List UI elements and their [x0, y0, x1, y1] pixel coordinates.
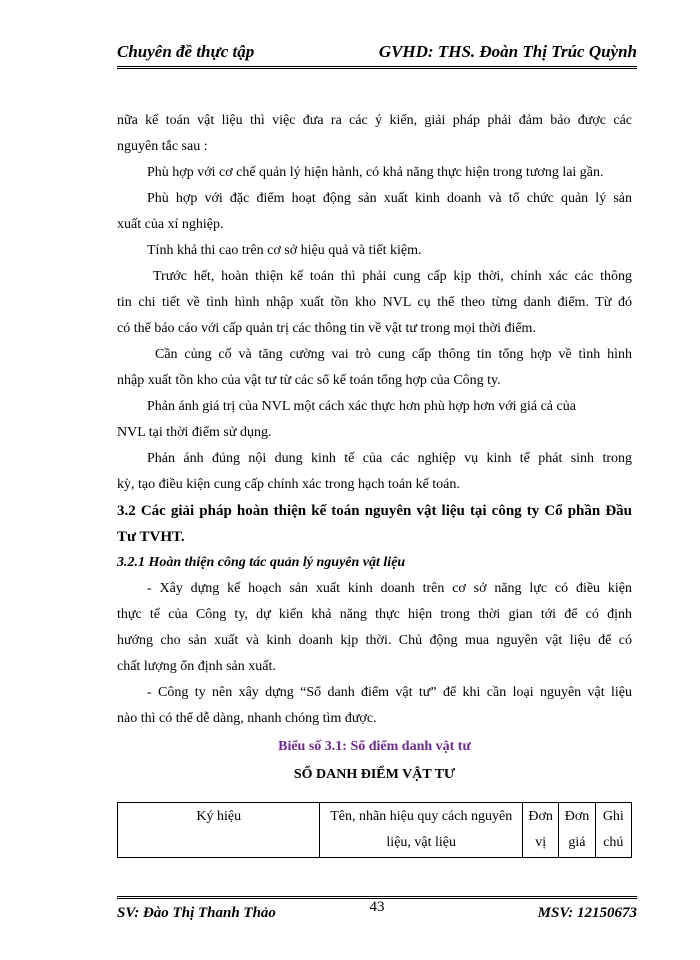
paragraph-line: Phản ánh giá trị của NVL một cách xác thực hơn phù hợp hơn với giá cả của — [147, 399, 576, 414]
paragraph-line: Phù hợp với cơ chế quản lý hiện hành, có khả năng thực hiện trong tương lai gần. — [147, 165, 604, 180]
header-cell-note: Ghi chú — [595, 803, 631, 858]
paragraph-line: nguyên tắc sau : — [117, 139, 208, 154]
paragraph-line: NVL tại thời điểm sử dụng. — [117, 425, 272, 440]
section-heading-3-2: 3.2 Các giải pháp hoàn thiện kế toán nguyên vật liệu tại công ty Cổ phần Đầu — [117, 503, 632, 519]
page-header — [117, 40, 637, 69]
paragraph-line: - Công ty nên xây dựng “Sổ danh điểm vật tư” để khi cần loại nguyên vật liệu — [147, 685, 632, 700]
paragraph-line: Tính khả thi cao trên cơ sở hiệu quả và tiết kiệm. — [147, 243, 422, 258]
document-body — [117, 108, 632, 788]
paragraph-line: xuất của xí nghiệp. — [117, 217, 224, 232]
paragraph-line: Phù hợp với đặc điểm hoạt động sản xuất kinh doanh và tổ chức quản lý sản — [147, 191, 632, 206]
header-advisor: GVHD: THS. Đoàn Thị Trúc Quỳnh — [378, 42, 637, 61]
table-header-row — [118, 803, 632, 858]
paragraph-line: nhập xuất tồn kho của vật tư từ các sổ kế toán tổng hợp của Công ty. — [117, 373, 501, 388]
footer-student-id: MSV: 12150673 — [537, 905, 637, 921]
paragraph-line: nữa kế toán vật liệu thì việc đưa ra các ý kiến, giải pháp phải đảm bảo được các — [117, 113, 632, 128]
table-title: SỔ DANH ĐIỂM VẬT TƯ — [293, 767, 456, 782]
paragraph-line: nào thì có thể dễ dàng, nhanh chóng tìm được. — [117, 711, 377, 726]
paragraph-line: - Xây dựng kế hoạch sản xuất kinh doanh trên cơ sở năng lực có điều kiện — [147, 581, 632, 596]
paragraph-line: Trước hết, hoàn thiện kế toán thì phải cung cấp kịp thời, chính xác các thông — [153, 269, 632, 284]
table-caption: Biểu số 3.1: Sổ điểm danh vật tư — [278, 739, 471, 754]
section-heading-3-2-cont: Tư TVHT. — [117, 529, 185, 545]
page-footer — [117, 896, 637, 927]
materials-register-table — [117, 802, 632, 858]
paragraph-line: có thể báo cáo với cấp quản trị các thông tin về vật tư trong mọi thời điểm. — [117, 321, 536, 336]
paragraph-line: Cần củng cố và tăng cường vai trò cung cấp thông tin tổng hợp về tình hình — [155, 347, 632, 362]
header-cell-price: Đơn giá — [559, 803, 595, 858]
header-cell-unit: Đơn vị — [522, 803, 558, 858]
paragraph-line: Phản ánh đúng nội dung kinh tế của các nghiệp vụ kinh tế phát sinh trong — [147, 451, 632, 466]
subsection-heading-3-2-1: 3.2.1 Hoàn thiện công tác quản lý nguyên vật liệu — [117, 555, 406, 570]
page-number: 43 — [369, 899, 385, 915]
header-doc-title: Chuyên đề thực tập — [117, 42, 255, 61]
paragraph-line: tin chi tiết về tình hình nhập xuất tồn kho NVL cụ thể theo từng danh điểm. Từ đó — [117, 295, 632, 310]
paragraph-line: hướng cho sản xuất và kinh doanh kịp thời. Chủ động mua nguyên vật liệu để có — [117, 633, 632, 648]
paragraph-line: thực tế của Công ty, dự kiến khả năng thực hiện trong thời gian tới để có định — [117, 607, 632, 622]
paragraph-line: chất lượng ổn định sản xuất. — [117, 659, 276, 674]
header-cell-code: Ký hiệu — [118, 803, 320, 858]
footer-student: SV: Đào Thị Thanh Thảo — [117, 905, 276, 921]
header-cell-name: Tên, nhãn hiệu quy cách nguyên liệu, vật liệu — [320, 803, 522, 858]
paragraph-line: kỳ, tạo điều kiện cung cấp chính xác trong hạch toán kế toán. — [117, 477, 460, 492]
